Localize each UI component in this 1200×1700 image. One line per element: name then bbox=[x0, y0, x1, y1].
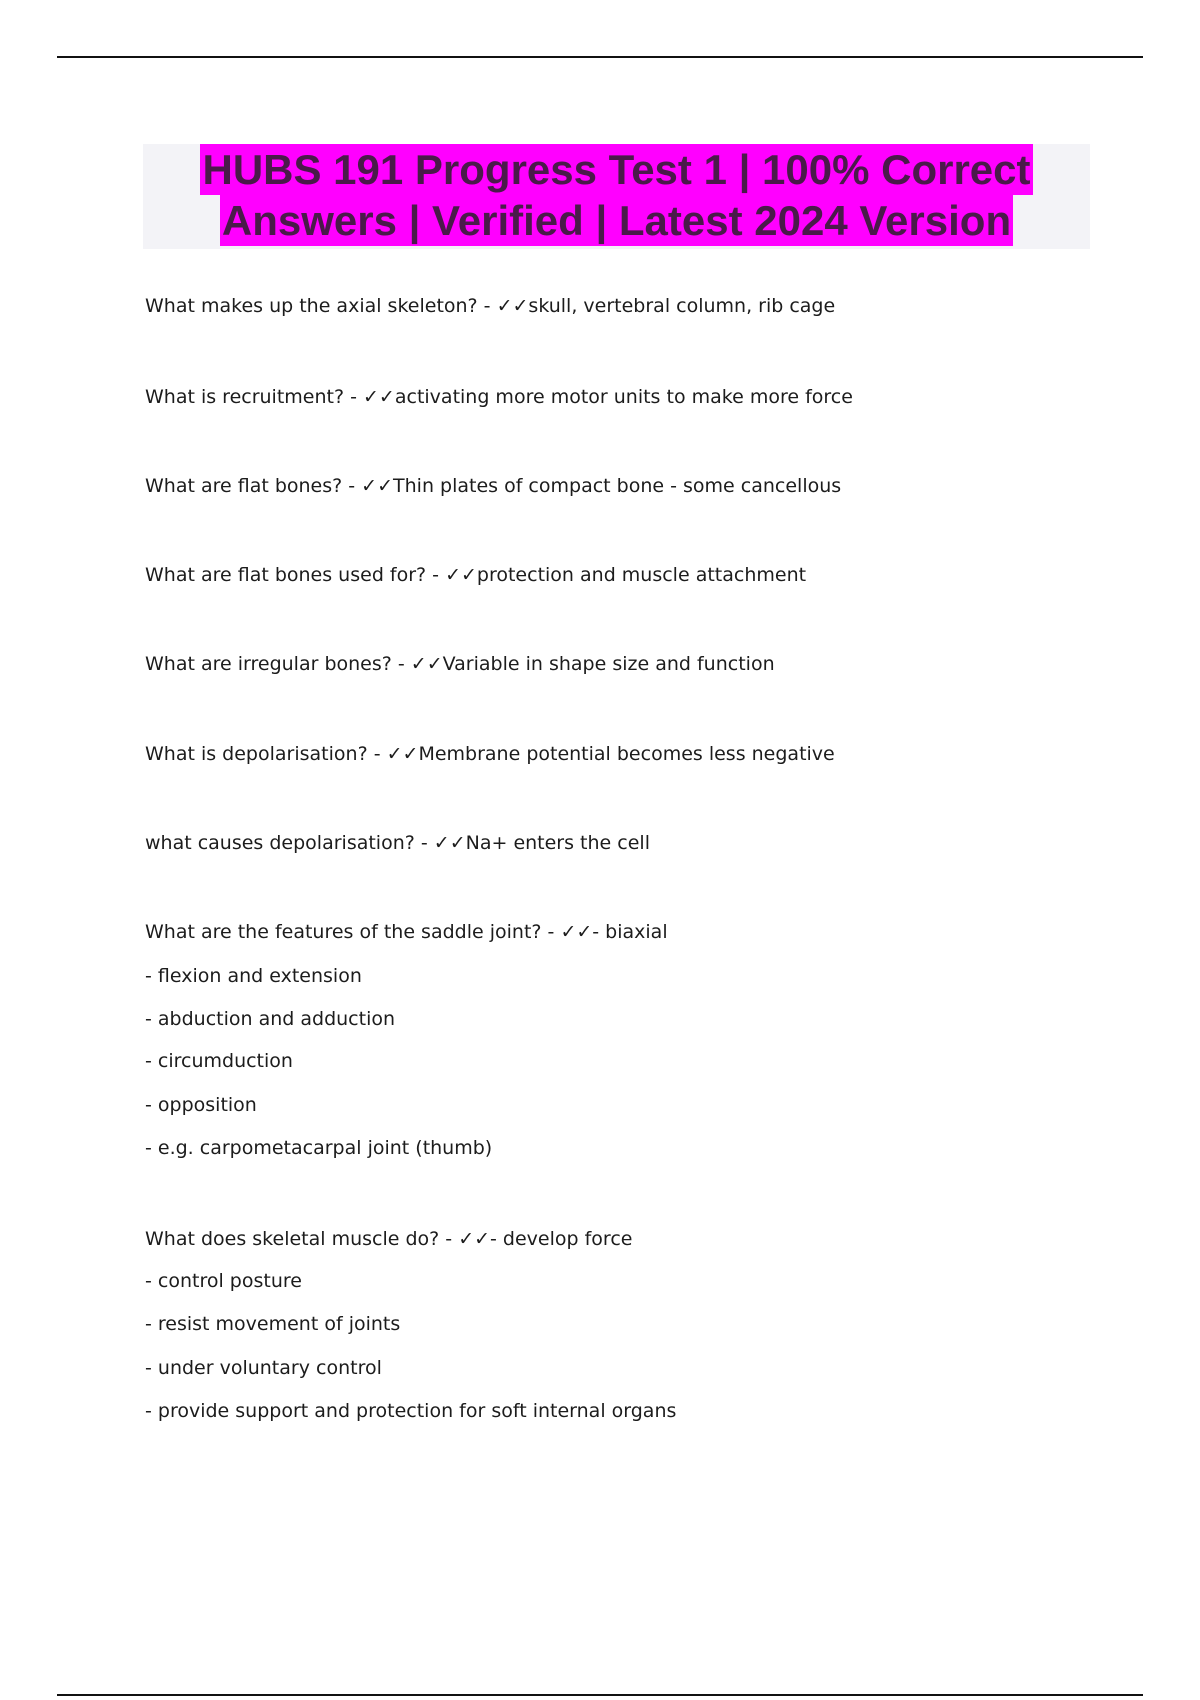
title-line-1: HUBS 191 Progress Test 1 | 100% Correct bbox=[202, 146, 1031, 193]
separator: - bbox=[391, 653, 411, 675]
separator: - bbox=[477, 295, 497, 317]
separator: - bbox=[439, 1228, 459, 1250]
question-text: What is depolarisation? bbox=[145, 743, 368, 765]
list-item: - under voluntary control bbox=[145, 1357, 382, 1379]
title-line-2: Answers | Verified | Latest 2024 Version bbox=[221, 197, 1012, 244]
double-check-icon: ✓✓ bbox=[496, 295, 529, 317]
answer-text: Membrane potential becomes less negative bbox=[418, 743, 835, 765]
answer-text: - biaxial bbox=[592, 921, 668, 943]
question-text: What are flat bones? bbox=[145, 475, 343, 497]
double-check-icon: ✓✓ bbox=[458, 1228, 491, 1250]
list-item: - control posture bbox=[145, 1270, 302, 1292]
list-item: - provide support and protection for soft internal organs bbox=[145, 1400, 677, 1422]
answer-text: Variable in shape size and function bbox=[442, 653, 775, 675]
question-text: What is recruitment? bbox=[145, 386, 345, 408]
qa-item-skeletal-muscle bbox=[145, 1227, 632, 1251]
question-text: What are irregular bones? bbox=[145, 653, 392, 675]
double-check-icon: ✓✓ bbox=[560, 921, 593, 943]
separator: - bbox=[426, 564, 446, 586]
separator: - bbox=[367, 743, 387, 765]
separator: - bbox=[342, 475, 362, 497]
answer-text: activating more motor units to make more force bbox=[394, 386, 853, 408]
document-title bbox=[143, 144, 1090, 249]
question-text: What are the features of the saddle joint? bbox=[145, 921, 542, 943]
double-check-icon: ✓✓ bbox=[445, 564, 477, 586]
qa-item-depolarisation-cause bbox=[145, 831, 650, 855]
qa-item-flat-bones bbox=[145, 474, 841, 498]
list-item: - circumduction bbox=[145, 1050, 293, 1072]
separator: - bbox=[541, 921, 561, 943]
answer-text: protection and muscle attachment bbox=[476, 564, 807, 586]
question-text: What are flat bones used for? bbox=[145, 564, 427, 586]
answer-text: skull, vertebral column, rib cage bbox=[528, 295, 836, 317]
answer-text: Na+ enters the cell bbox=[465, 832, 650, 854]
double-check-icon: ✓✓ bbox=[410, 653, 443, 675]
double-check-icon: ✓✓ bbox=[361, 475, 394, 497]
qa-item-recruitment bbox=[145, 385, 853, 409]
double-check-icon: ✓✓ bbox=[386, 743, 419, 765]
question-text: What does skeletal muscle do? bbox=[145, 1228, 440, 1250]
list-item: - opposition bbox=[145, 1094, 257, 1116]
qa-item-depolarisation bbox=[145, 742, 835, 766]
list-item: - flexion and extension bbox=[145, 965, 362, 987]
double-check-icon: ✓✓ bbox=[363, 386, 395, 408]
list-item: - resist movement of joints bbox=[145, 1313, 401, 1335]
double-check-icon: ✓✓ bbox=[433, 832, 466, 854]
answer-text: Thin plates of compact bone - some cancellous bbox=[393, 475, 842, 497]
qa-item-flat-bones-use bbox=[145, 563, 806, 587]
qa-item-saddle-joint bbox=[145, 920, 668, 944]
qa-item-axial-skeleton bbox=[145, 294, 835, 318]
separator: - bbox=[414, 832, 434, 854]
list-item: - abduction and adduction bbox=[145, 1008, 396, 1030]
separator: - bbox=[344, 386, 364, 408]
list-item: - e.g. carpometacarpal joint (thumb) bbox=[145, 1137, 493, 1159]
qa-item-irregular-bones bbox=[145, 652, 775, 676]
question-text: what causes depolarisation? bbox=[145, 832, 415, 854]
question-text: What makes up the axial skeleton? bbox=[145, 295, 478, 317]
top-rule bbox=[57, 56, 1143, 58]
answer-text: - develop force bbox=[490, 1228, 633, 1250]
bottom-rule bbox=[57, 1694, 1143, 1696]
